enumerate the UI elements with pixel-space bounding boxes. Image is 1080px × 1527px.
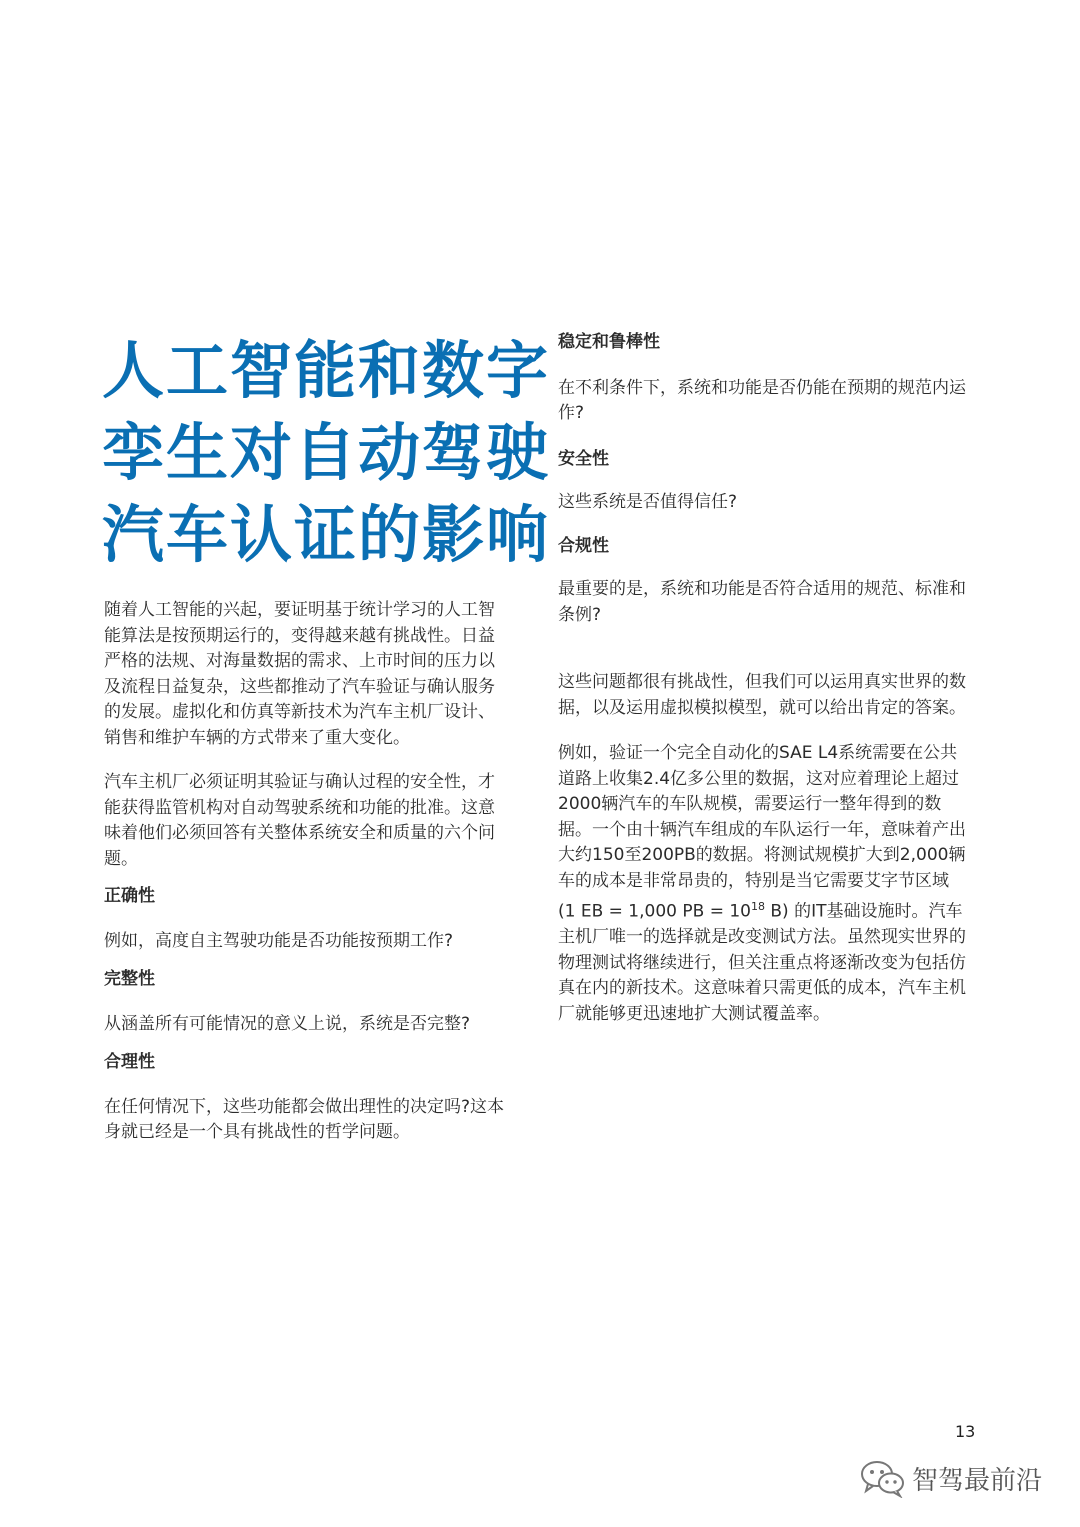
heading-safety: 安全性 xyxy=(558,448,609,469)
title-line-2: 孪生对自动驾驶 xyxy=(102,416,551,489)
heading-compliance: 合规性 xyxy=(558,535,609,556)
heading-completeness: 完整性 xyxy=(104,969,155,989)
challenge-paragraph: 这些问题都很有挑战性，但我们可以运用真实世界的数据，以及运用虚拟模拟模型，就可以给出肯定的答案。 xyxy=(558,672,966,718)
exponent: 18 xyxy=(750,900,765,913)
title-line-1: 人工智能和数字 xyxy=(102,334,551,407)
text-completeness: 从涵盖所有可能情况的意义上说，系统是否完整? xyxy=(104,1013,471,1034)
heading-robustness: 稳定和鲁棒性 xyxy=(558,332,660,352)
title-line-3: 汽车认证的影响 xyxy=(102,498,551,571)
watermark-text: 智驾最前沿 xyxy=(912,1465,1043,1496)
wechat-icon xyxy=(860,1458,906,1498)
left-column xyxy=(104,598,508,1146)
page-number: 13 xyxy=(955,1422,976,1441)
text-rationality: 在任何情况下，这些功能都会做出理性的决定吗?这本身就已经是一个具有挑战性的哲学问题。 xyxy=(104,1096,505,1142)
page-title xyxy=(102,330,551,576)
watermark xyxy=(860,1458,1042,1498)
text-compliance: 最重要的是，系统和功能是否符合适用的规范、标准和条例? xyxy=(558,579,966,625)
text-safety: 这些系统是否值得信任? xyxy=(558,492,738,512)
heading-correctness: 正确性 xyxy=(104,886,155,906)
heading-rationality: 合理性 xyxy=(104,1052,155,1072)
example-text-b: B) 的IT基础设施时。汽车主机厂唯一的选择就是改变测试方法。虽然现实世界的物理测试将继续进行，但关注重点将逐渐改变为包括仿真在内的新技术。这意味着只需更低的成本，汽车主机厂就能够更迅速地扩大测试覆盖率。 xyxy=(558,901,966,1024)
intro-paragraph: 随着人工智能的兴起，要证明基于统计学习的人工智能算法是按预期运行的，变得越来越有挑战性。日益严格的法规、对海量数据的需求、上市时间的压力以及流程日益复杂，这些都推动了汽车验证与确认服务的发展。虚拟化和仿真等新技术为汽车主机厂设计、销售和维护车辆的方式带来了重大变化。 xyxy=(104,600,495,748)
text-correctness: 例如，高度自主驾驶功能是否功能按预期工作? xyxy=(104,930,454,951)
text-robustness: 在不利条件下，系统和功能是否仍能在预期的规范内运作? xyxy=(558,377,966,423)
requirement-paragraph: 汽车主机厂必须证明其验证与确认过程的安全性，才能获得监管机构对自动驾驶系统和功能的批准。这意味着他们必须回答有关整体系统安全和质量的六个问题。 xyxy=(104,772,495,869)
example-text-a: 例如，验证一个完全自动化的SAE L4系统需要在公共道路上收集2.4亿多公里的数据，这对应着理论上超过2000辆汽车的车队规模，需要运行一整年得到的数据。一个由十辆汽车组成的车队运行一年，意味着产出大约150至200PB的数据。将测试规模扩大到2,000辆车的成本是非常昂贵的，特别是当它需要艾字节区域 (1 EB = 1,000 PB = 10 xyxy=(558,743,966,922)
example-paragraph xyxy=(558,741,968,1027)
right-column xyxy=(558,330,968,1027)
